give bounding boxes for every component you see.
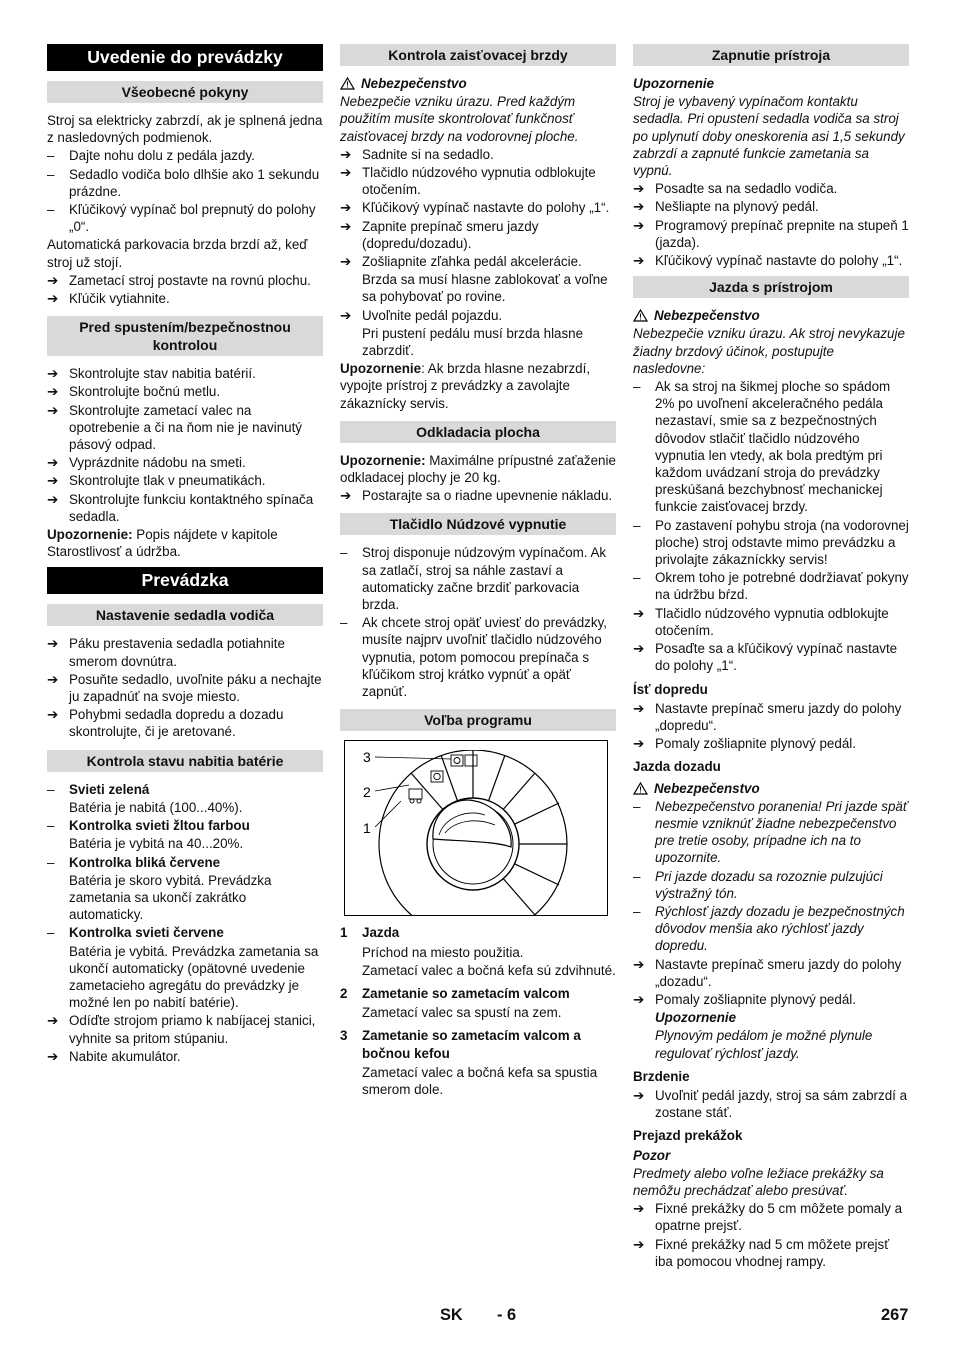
paragraph: Batéria je vybitá na 40...20%. [69, 836, 244, 852]
arrow-icon: ➔ [633, 991, 645, 1007]
subsection-program-select: Voľba programu [340, 709, 616, 731]
arrow-icon: ➔ [340, 254, 352, 270]
arrow-icon: ➔ [633, 217, 645, 233]
note: Upozornenie: Ak brzda hlasne nezabrzdí, vypojte prístroj z prevádzky a zavolajte zákaznícky servis. [340, 361, 591, 411]
paragraph: Zametací valec a bočná kefa sa spustia smerom dole. [362, 1064, 598, 1097]
arrow-icon: ➔ [340, 165, 352, 181]
paragraph: Brzda sa musí hlasne zablokovať a voľne sa pohybovať po rovine. [362, 272, 608, 305]
paragraph: Batéria je skoro vybitá. Prevádzka zametania sa ukončí zakrátko automaticky. [69, 872, 272, 923]
list-item: ➔ Nastavte prepínač smeru jazdy do polohy „dozadu“. [633, 956, 902, 989]
list-item: – Kľúčikový vypínač bol prepnutý do polohy „0“. [47, 202, 316, 235]
list-item: ➔ Uvoľnite pedál pojazdu. [340, 307, 503, 323]
list-item: ➔ Pomaly zošliapnite plynový pedál. [633, 736, 856, 752]
arrow-icon: ➔ [633, 605, 645, 621]
note-label: Upozornenie [655, 1010, 737, 1026]
warning-triangle-icon [633, 782, 648, 795]
subsection-general-notes: Všeobecné pokyny [47, 81, 323, 103]
list-item: ➔ Sadnite si na sedadlo. [340, 146, 494, 162]
subsection-seat-adjust: Nastavenie sedadla vodiča [47, 604, 323, 626]
warning-text: Nebezpečie vzniku úrazu. Pred každým použitím musíte skontrolovať funkčnosť zaisťovacej brzdy na vodorovnej ploche. [340, 94, 579, 144]
list-item: – Stroj disponuje núdzovým vypínačom. Ak sa zatlačí, stroj sa náhle zastaví a automaticky začne brzdiť parkovacia brzda. [340, 545, 607, 613]
warning-heading: Nebezpečenstvo [633, 780, 909, 797]
section-title-operation: Prevádzka [47, 567, 323, 594]
list-item: ➔ Tlačidlo núdzového vypnutia odblokujte otočením. [633, 605, 889, 638]
caution-text: Predmety alebo voľne ležiace prekážky sa nemôžu prechádzať alebo presúvať. [633, 1165, 884, 1198]
arrow-icon: ➔ [47, 1013, 59, 1029]
heading-obstacles: Prejazd prekážok [633, 1128, 743, 1144]
heading-forward: Ísť dopredu [633, 681, 708, 697]
arrow-icon: ➔ [340, 307, 352, 323]
column-3 [633, 44, 909, 1271]
list-item: – Kontrolka svieti žltou farbou [47, 818, 250, 834]
selector-dial-drawing [345, 741, 607, 915]
arrow-icon: ➔ [633, 700, 645, 716]
list-item: ➔ Fixné prekážky nad 5 cm môžete prejsť iba pomocou vhodnej rampy. [633, 1236, 890, 1269]
warning-text: Nebezpečie vzniku úrazu. Ak stroj nevykazuje žiadny brzdový účinok, postupujte nasledovne: [633, 326, 905, 376]
callout-label: 2 [363, 784, 371, 801]
list-item: – Kontrolka svieti červene [47, 925, 224, 941]
footer-language: SK [440, 1306, 463, 1324]
note-text: Plynovým pedálom je možné plynule regulovať rýchlosť jazdy. [655, 1028, 873, 1061]
subsection-emergency-stop: Tlačidlo Núdzové vypnutie [340, 513, 616, 535]
arrow-icon: ➔ [633, 253, 645, 269]
warning-triangle-icon [633, 309, 648, 322]
arrow-icon: ➔ [633, 181, 645, 197]
list-item: ➔ Kľúčikový vypínač nastavte do polohy „1“. [340, 200, 610, 216]
arrow-icon: ➔ [47, 384, 59, 400]
paragraph: Stroj sa elektricky zabrzdí, ak je splnená jedna z nasledovných podmienok. [47, 113, 323, 146]
arrow-icon: ➔ [47, 402, 59, 418]
list-item: ➔ Programový prepínač prepnite na stupeň 1 (jazda). [633, 217, 909, 250]
list-item: ➔ Fixné prekážky do 5 cm môžete pomaly a opatrne prejsť. [633, 1201, 903, 1234]
arrow-icon: ➔ [47, 491, 59, 507]
list-item: ➔ Pomaly zošliapnite plynový pedál. [633, 991, 856, 1007]
list-item: – Dajte nohu dolu z pedála jazdy. [47, 148, 255, 164]
note-text: Stroj je vybavený vypínačom kontaktu sedadla. Pri opustení sedadla vodiča sa stroj po uplynutí doby oneskorenia asi 1,5 sekundy zabrzdí a zapnuté funkcie zametania sa vypnú. [633, 94, 905, 179]
arrow-icon: ➔ [633, 1201, 645, 1217]
list-item: – Nebezpečenstvo poranenia! Pri jazde späť nesmie vzniknúť žiadne nebezpečenstvo pre tretie osoby, prípadne ich na to upozornite. [633, 798, 908, 866]
warning-triangle-icon [340, 77, 355, 90]
list-item: ➔ Odíďte strojom priamo k nabíjacej stanici, vyhnite sa pritom stúpaniu. [47, 1013, 316, 1046]
arrow-icon: ➔ [47, 366, 59, 382]
list-item: ➔ Posaďte sa a kľúčikový vypínač nastavte do polohy „1“. [633, 641, 898, 674]
arrow-icon: ➔ [633, 1236, 645, 1252]
list-item: ➔ Skontrolujte funkciu kontaktného spínača sedadla. [47, 491, 314, 524]
list-item: – Po zastavení pohybu stroja (na vodorovnej ploche) stroj odstavte mimo prevádzku a privolajte zákazníckky servis! [633, 517, 909, 568]
list-item: – Sedadlo vodiča bolo dlhšie ako 1 sekundu prázdne. [47, 166, 320, 199]
list-item: – Kontrolka bliká červene [47, 854, 221, 870]
list-item: ➔ Posuňte sedadlo, uvoľnite páku a nechajte ju zapadnúť na svoje miesto. [47, 671, 322, 705]
arrow-icon: ➔ [47, 272, 59, 288]
subsection-battery-check: Kontrola stavu nabitia batérie [47, 750, 323, 772]
list-item: ➔ Zapnite prepínač smeru jazdy (dopredu/dozadu). [340, 218, 539, 251]
arrow-icon: ➔ [340, 146, 352, 162]
caution-label: Pozor [633, 1147, 671, 1163]
arrow-icon: ➔ [633, 956, 645, 972]
list-item: ➔ Posadte sa na sedadlo vodiča. [633, 181, 838, 197]
list-item: – Ak chcete stroj opäť uviesť do prevádzky, musíte najprv uvoľniť tlačidlo núdzového vypnutia, potom pomocou prepínača s kľúčikom stroj krátko vypnúť a opäť zapnúť. [340, 615, 607, 700]
arrow-icon: ➔ [47, 707, 59, 723]
program-item: 2 Zametanie so zametacím valcom [340, 985, 570, 1001]
paragraph: Príchod na miesto použitia. [362, 944, 524, 960]
note-label: Upozornenie [633, 76, 715, 91]
paragraph: Automatická parkovacia brzda brzdí až, keď stroj už stojí. [47, 237, 308, 270]
program-item: 3 Zametanie so zametacím valcom a bočnou kefou [340, 1028, 581, 1061]
column-1 [47, 44, 323, 1066]
list-item: ➔ Nabite akumulátor. [47, 1048, 181, 1064]
list-item: ➔ Zametací stroj postavte na rovnú plochu. [47, 272, 311, 288]
section-title-commissioning: Uvedenie do prevádzky [47, 44, 323, 71]
list-item: ➔ Uvoľniť pedál jazdy, stroj sa sám zabrzdí a zostane stáť. [633, 1087, 908, 1121]
heading-braking: Brzdenie [633, 1068, 690, 1084]
list-item: – Ak sa stroj na šikmej ploche so spádom 2% po uvoľnení akceleračného pedála nezastaví, smie sa z bezpečnostných dôvodov stlačiť tlačidlo núdzového vypnutia len vtedy, ak bola predtým pri každom uvádzaní stroja do prevádzky preskúšaná bezchybnosť mechanickej funkcie zaisťovacej brzdy. [633, 379, 891, 515]
subsection-safety-check: Pred spustením/bezpečnostnou kontrolou [47, 316, 323, 356]
list-item: ➔ Vyprázdnite nádobu na smeti. [47, 455, 246, 471]
arrow-icon: ➔ [340, 218, 352, 234]
arrow-icon: ➔ [340, 488, 352, 504]
arrow-icon: ➔ [47, 636, 59, 652]
arrow-icon: ➔ [47, 473, 59, 489]
program-item: 1 Jazda [340, 925, 400, 941]
warning-heading: Nebezpečenstvo [340, 75, 616, 92]
list-item: ➔ Skontrolujte stav nabitia batérií. [47, 366, 256, 382]
callout-label: 3 [363, 749, 371, 766]
list-item: ➔ Kľúčik vytiahnite. [47, 291, 170, 307]
arrow-icon: ➔ [633, 199, 645, 215]
list-item: ➔ Tlačidlo núdzového vypnutia odblokujte otočením. [340, 165, 596, 198]
list-item: ➔ Skontrolujte zametací valec na opotrebenie a či na ňom nie je navinutý pásový odpad. [47, 402, 303, 453]
arrow-icon: ➔ [47, 455, 59, 471]
list-item: – Svieti zelená [47, 781, 150, 797]
arrow-icon: ➔ [633, 736, 645, 752]
subsection-storage: Odkladacia plocha [340, 421, 616, 443]
arrow-icon: ➔ [47, 291, 59, 307]
heading-reverse: Jazda dozadu [633, 759, 721, 775]
list-item: ➔ Páku prestavenia sedadla potiahnite smerom dovnútra. [47, 636, 285, 669]
list-item: ➔ Zošliapnite zľahka pedál akcelerácie. [340, 254, 582, 270]
list-item: – Okrem toho je potrebné dodržiavať pokyny na údržbu bŕzd. [633, 570, 909, 603]
paragraph: Batéria je vybitá. Prevádzka zametania sa ukončí automaticky (opätovné uvedenie zametacieho agregátu do prevádzky je možné len po nabití batérie). [69, 943, 319, 1011]
list-item: ➔ Skontrolujte tlak v pneumatikách. [47, 473, 266, 489]
warning-heading: Nebezpečenstvo [633, 307, 909, 324]
list-item: ➔ Nešliapte na plynový pedál. [633, 199, 819, 215]
callout-label: 1 [363, 820, 371, 837]
arrow-icon: ➔ [47, 1048, 59, 1064]
program-selector-figure [344, 740, 608, 916]
arrow-icon: ➔ [633, 1087, 645, 1103]
list-item: ➔ Kľúčikový vypínač nastavte do polohy „1“. [633, 253, 903, 269]
column-2 [340, 44, 616, 1099]
footer-page-number: 267 [881, 1306, 909, 1324]
arrow-icon: ➔ [340, 200, 352, 216]
paragraph: Zametací valec sa spustí na zem. [362, 1005, 562, 1021]
note: Upozornenie: Popis nájdete v kapitole Starostlivosť a údržba. [47, 527, 278, 560]
list-item: – Pri jazde dozadu sa rozoznie pulzujúci výstražný tón. [633, 868, 883, 901]
arrow-icon: ➔ [47, 671, 59, 687]
list-item: – Rýchlosť jazdy dozadu je bezpečnostných dôvodov menšia ako rýchlosť jazdy dopredu. [633, 903, 905, 954]
list-item: ➔ Skontrolujte bočnú metlu. [47, 384, 221, 400]
note: Upozornenie: Maximálne prípustné zaťaženie odkladacej plochy je 20 kg. [340, 452, 616, 486]
list-item: ➔ Pohybmi sedadla dopredu a dozadu skontrolujte, či je aretované. [47, 707, 284, 740]
paragraph: Batéria je nabitá (100...40%). [69, 799, 243, 815]
list-item: ➔ Nastavte prepínač smeru jazdy do polohy „dopredu“. [633, 700, 902, 733]
arrow-icon: ➔ [633, 641, 645, 657]
list-item: ➔ Postarajte sa o riadne upevnenie nákladu. [340, 488, 613, 504]
paragraph: Zametací valec a bočná kefa sú zdvihnuté. [362, 962, 616, 978]
footer-local-page: - 6 [497, 1306, 517, 1324]
paragraph: Pri pustení pedálu musí brzda hlasne zabrzdiť. [362, 325, 584, 359]
subsection-switch-on: Zapnutie prístroja [633, 44, 909, 66]
subsection-driving: Jazda s prístrojom [633, 276, 909, 298]
subsection-brake-check: Kontrola zaisťovacej brzdy [340, 44, 616, 66]
